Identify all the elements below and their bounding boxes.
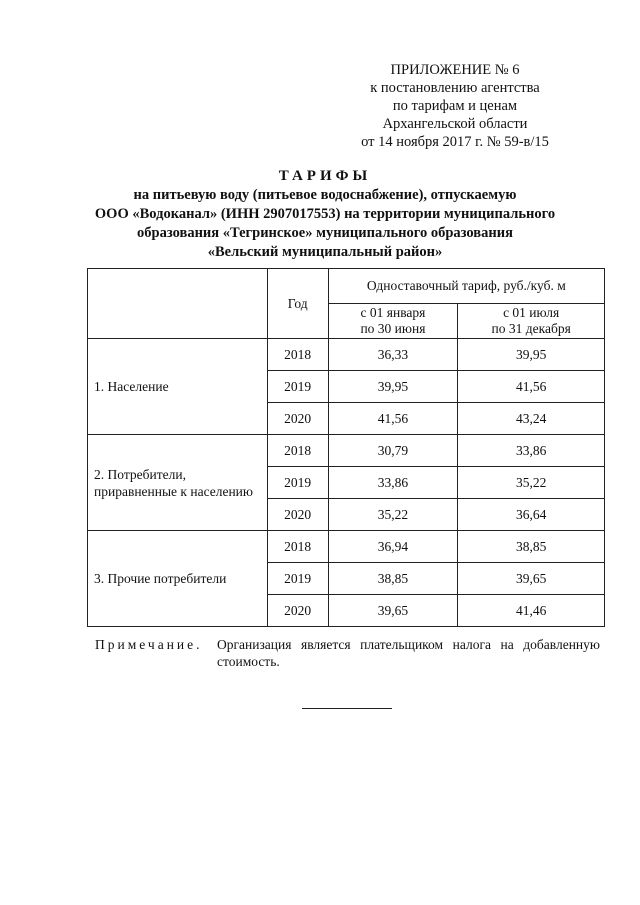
tariff-second-half-cell: 35,22 [458, 467, 605, 499]
tariff-second-half-cell: 36,64 [458, 499, 605, 531]
year-cell: 2020 [267, 499, 328, 531]
category-cell: 2. Потребители, приравненные к населению [88, 435, 268, 531]
year-cell: 2020 [267, 403, 328, 435]
table-row [88, 531, 605, 563]
category-cell: 3. Прочие потребители [88, 531, 268, 627]
year-cell: 2019 [267, 563, 328, 595]
header-tariff: Одноставочный тариф, руб./куб. м [328, 269, 604, 304]
separator-line [302, 708, 392, 709]
appendix-line-4: Архангельской области [382, 116, 528, 132]
year-cell: 2018 [267, 531, 328, 563]
tariff-second-half-cell: 39,65 [458, 563, 605, 595]
appendix-header [330, 61, 580, 151]
note-text-continuation: стоимость. [217, 654, 280, 669]
tariff-first-half-cell: 38,85 [328, 563, 458, 595]
table-row [88, 339, 605, 371]
tariff-second-half-cell: 39,95 [458, 339, 605, 371]
title-line-3: образования «Тегринское» муниципального образования [137, 225, 513, 241]
title-line-1: на питьевую воду (питьевое водоснабжение), отпускаемую [133, 187, 517, 203]
title-line-2: ООО «Водоканал» (ИНН 2907017553) на территории муниципального [94, 206, 556, 222]
year-cell: 2020 [267, 595, 328, 627]
year-cell: 2019 [267, 467, 328, 499]
table-row [88, 435, 605, 467]
appendix-date: от 14 ноября 2017 г. № 59-в/15 [361, 134, 549, 150]
tariff-table [87, 268, 605, 627]
tariff-first-half-cell: 39,65 [328, 595, 458, 627]
tariff-first-half-cell: 35,22 [328, 499, 458, 531]
tariff-first-half-cell: 36,33 [328, 339, 458, 371]
tariff-second-half-cell: 41,46 [458, 595, 605, 627]
tariff-first-half-cell: 41,56 [328, 403, 458, 435]
document-title [60, 166, 590, 262]
tariff-first-half-cell: 36,94 [328, 531, 458, 563]
header-category-cell [88, 269, 268, 339]
header-period-1: с 01 января по 30 июня [328, 304, 458, 339]
tariff-second-half-cell: 41,56 [458, 371, 605, 403]
note-text: Организация является плательщиком налога на добавленную [217, 637, 600, 652]
tariff-first-half-cell: 39,95 [328, 371, 458, 403]
tariff-first-half-cell: 30,79 [328, 435, 458, 467]
title-main: ТАРИФЫ [278, 168, 372, 184]
tariff-second-half-cell: 43,24 [458, 403, 605, 435]
appendix-line-2: к постановлению агентства [370, 80, 540, 96]
year-cell: 2018 [267, 339, 328, 371]
note-label: Примечание. [95, 637, 203, 652]
appendix-line-3: по тарифам и ценам [392, 98, 518, 114]
title-line-4: «Вельский муниципальный район» [207, 244, 443, 260]
category-cell: 1. Население [88, 339, 268, 435]
year-cell: 2018 [267, 435, 328, 467]
header-period-2: с 01 июля по 31 декабря [458, 304, 605, 339]
tariff-first-half-cell: 33,86 [328, 467, 458, 499]
year-cell: 2019 [267, 371, 328, 403]
tariff-second-half-cell: 38,85 [458, 531, 605, 563]
appendix-number: ПРИЛОЖЕНИЕ № 6 [390, 62, 520, 78]
header-year: Год [267, 269, 328, 339]
tariff-second-half-cell: 33,86 [458, 435, 605, 467]
